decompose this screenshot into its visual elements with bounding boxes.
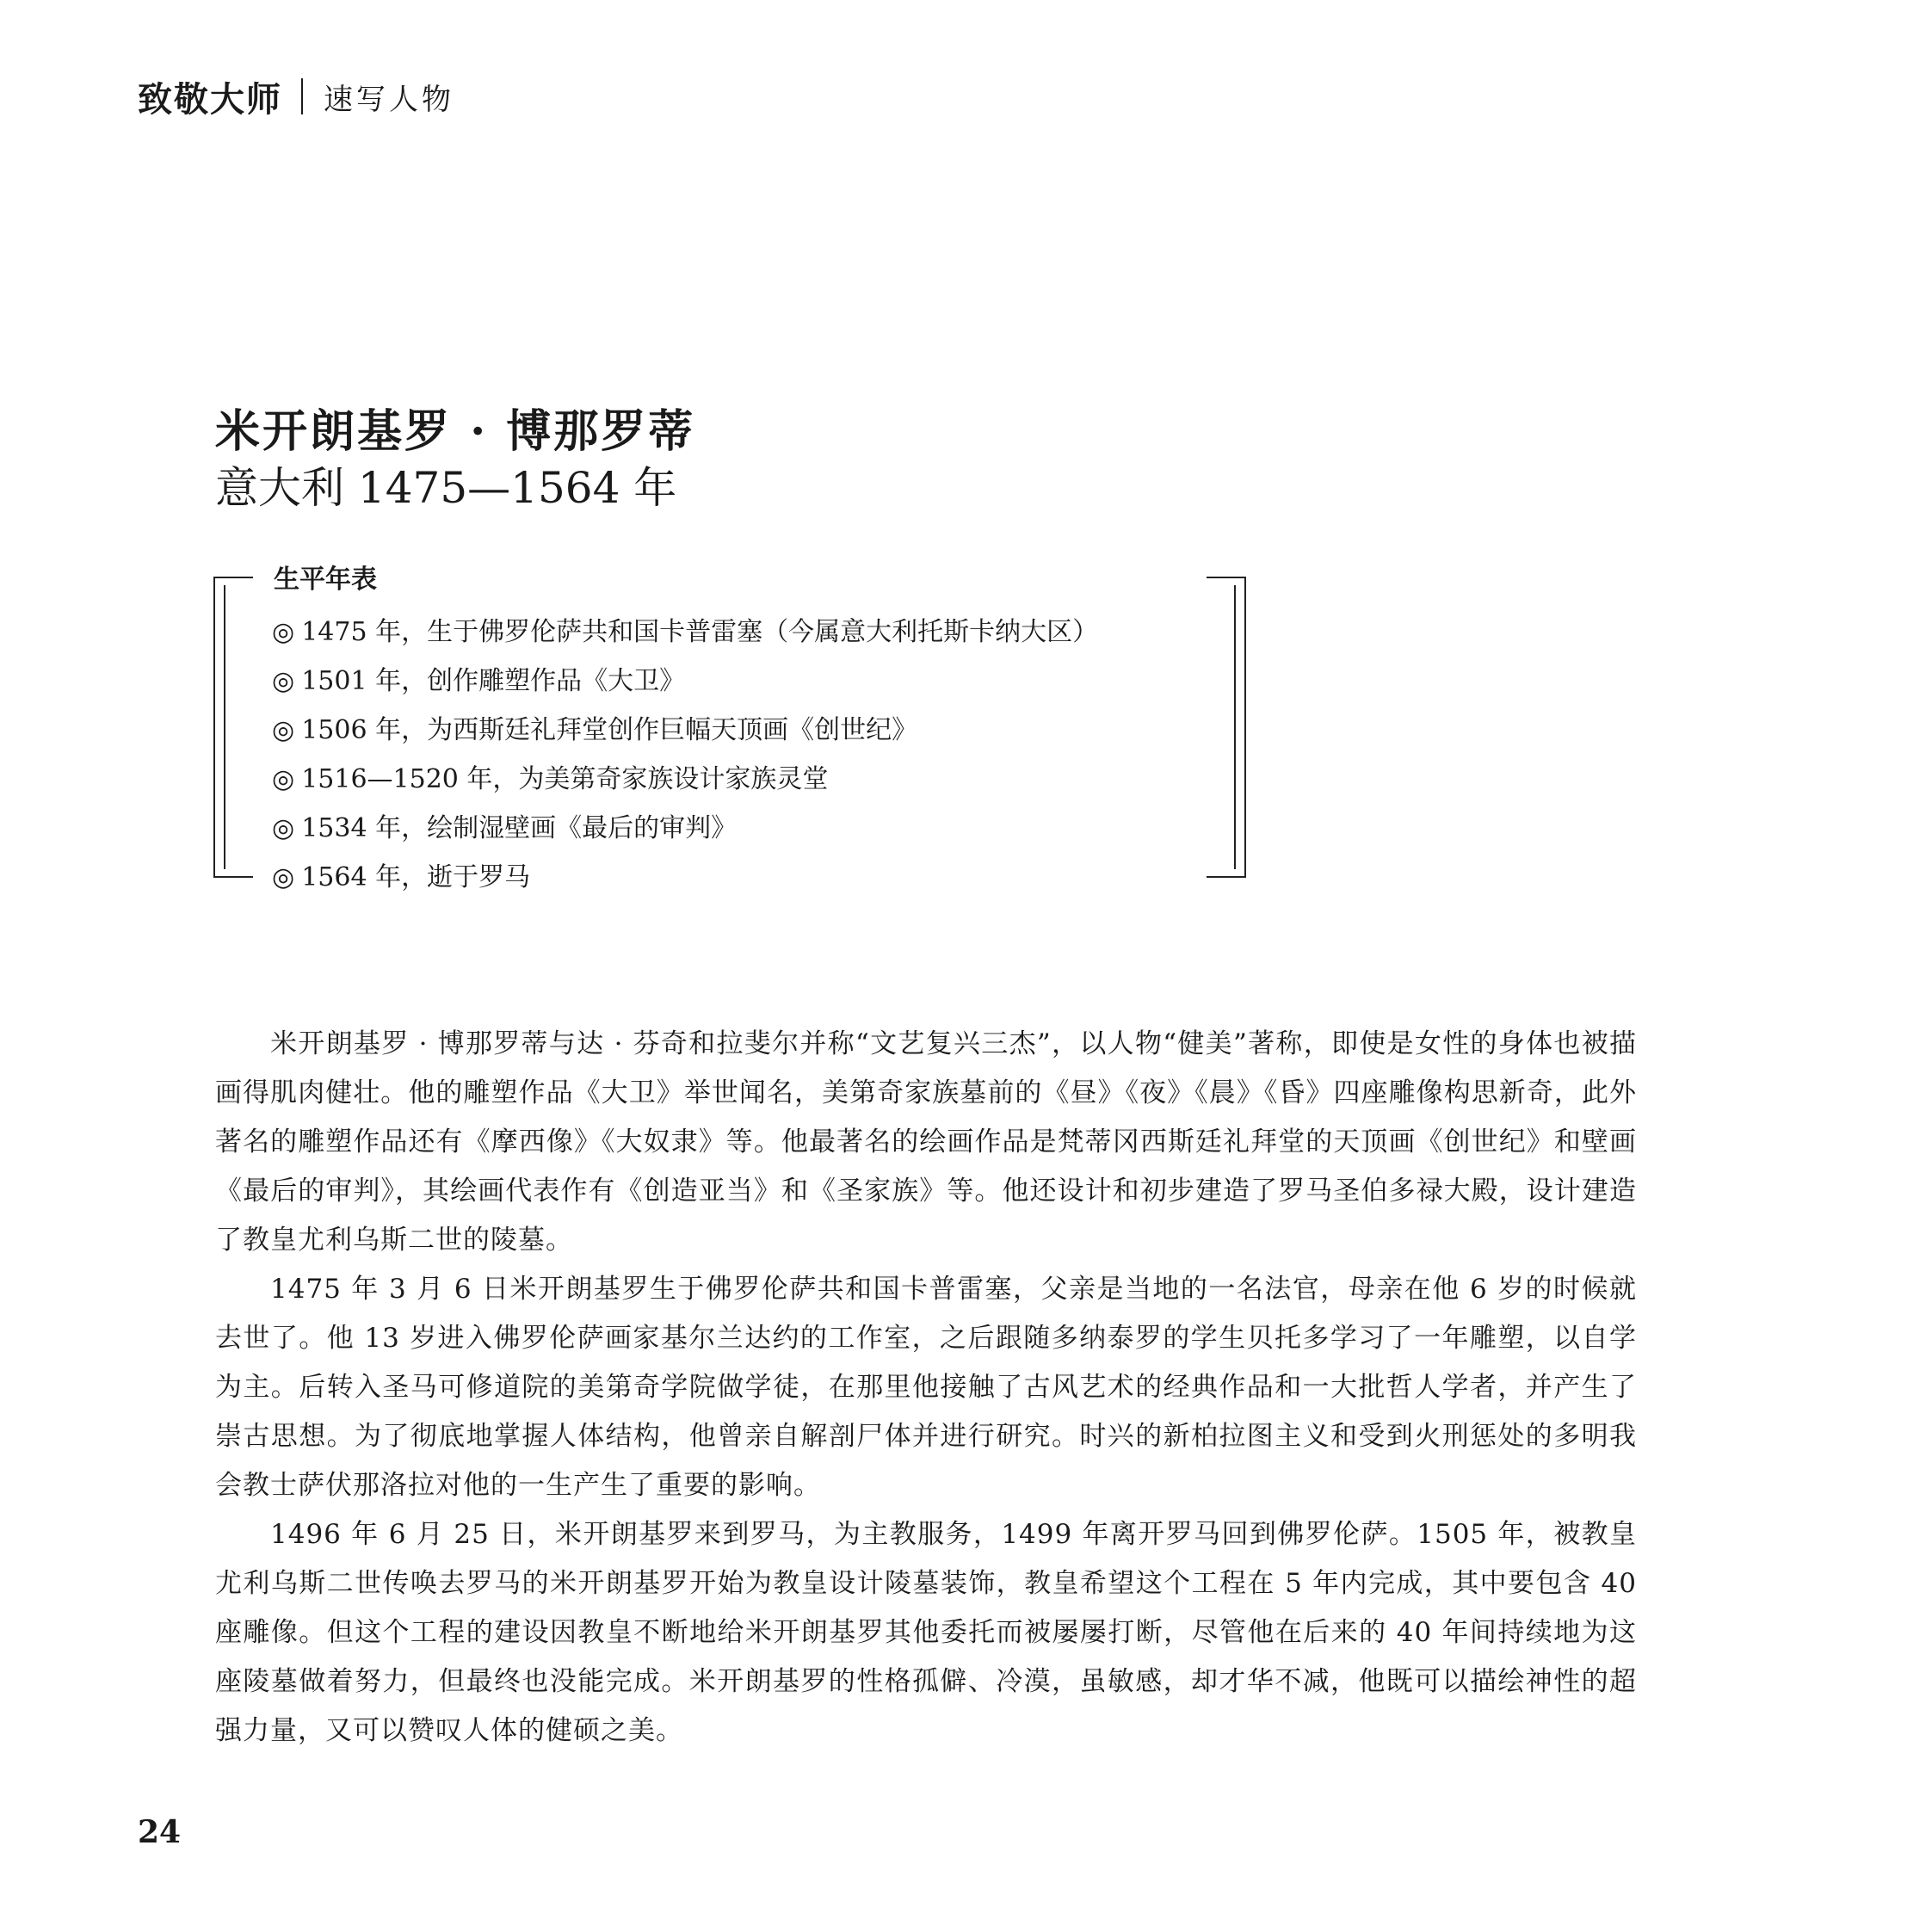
timeline-item-text: 1501 年，创作雕塑作品《大卫》 [301,666,686,696]
bullet-mark: ◎ [272,715,295,745]
running-header [138,71,454,122]
bullet-mark: ◎ [272,813,295,843]
series-subtitle: 速写人物 [324,82,454,117]
timeline-item [272,657,1098,706]
series-title: 致敬大师 [138,79,282,120]
body-paragraph: 米开朗基罗 · 博那罗蒂与达 · 芬奇和拉斐尔并称“文艺复兴三杰”，以人物“健美”著称，即使是女性的身体也被描画得肌肉健壮。他的雕塑作品《大卫》举世闻名，美第奇家族墓前的《昼》《夜》《晨》《昏》四座雕像构思新奇，此外著名的雕塑作品还有《摩西像》《大奴隶》等。他最著名的绘画作品是梵蒂冈西斯廷礼拜堂的天顶画《创世纪》和壁画《最后的审判》，其绘画代表作有《创造亚当》和《圣家族》等。他还设计和初步建造了罗马圣伯多禄大殿，设计建造了教皇尤利乌斯二世的陵墓。 [215,1028,1637,1256]
timeline-item-text: 1564 年，逝于罗马 [301,862,531,892]
timeline-item [272,804,1098,853]
artist-name: 米开朗基罗 · 博那罗蒂 [215,405,696,458]
timeline-item [272,853,1098,902]
bullet-mark: ◎ [272,617,295,647]
right-bracket [1203,577,1246,878]
page-number: 24 [138,1814,182,1850]
timeline-item [272,706,1098,755]
left-bracket [213,577,256,878]
bullet-mark: ◎ [272,862,295,892]
timeline-item [272,608,1098,657]
timeline-item [272,755,1098,804]
header-divider [301,78,303,114]
bullet-mark: ◎ [272,764,295,794]
timeline-heading: 生平年表 [274,565,377,595]
timeline-item-text: 1534 年，绘制湿壁画《最后的审判》 [301,813,738,843]
timeline-item-text: 1516—1520 年，为美第奇家族设计家族灵堂 [301,764,829,794]
artist-origin-dates: 意大利 1475—1564 年 [215,463,677,513]
timeline-item-text: 1506 年，为西斯廷礼拜堂创作巨幅天顶画《创世纪》 [301,715,918,745]
body-text [215,1020,1637,1756]
body-paragraph: 1496 年 6 月 25 日，米开朗基罗来到罗马，为主教服务，1499 年离开罗马回到佛罗伦萨。1505 年，被教皇尤利乌斯二世传唤去罗马的米开朗基罗开始为教皇设计陵墓装饰，教皇希望这个工程在 5 年内完成，其中要包含 40 座雕像。但这个工程的建设因教皇不断地给米开朗基罗其他委托而被屡屡打断，尽管他在后来的 40 年间持续地为这座陵墓做着努力，但最终也没能完成。米开朗基罗的性格孤僻、冷漠，虽敏感，却才华不减，他既可以描绘神性的超强力量，又可以赞叹人体的健硕之美。 [215,1519,1637,1746]
bullet-mark: ◎ [272,666,295,696]
timeline-item-text: 1475 年，生于佛罗伦萨共和国卡普雷塞（今属意大利托斯卡纳大区） [301,617,1099,647]
body-paragraph: 1475 年 3 月 6 日米开朗基罗生于佛罗伦萨共和国卡普雷塞，父亲是当地的一名法官，母亲在他 6 岁的时候就去世了。他 13 岁进入佛罗伦萨画家基尔兰达约的工作室，之后跟随多纳泰罗的学生贝托多学习了一年雕塑，以自学为主。后转入圣马可修道院的美第奇学院做学徒，在那里他接触了古风艺术的经典作品和一大批哲人学者，并产生了崇古思想。为了彻底地掌握人体结构，他曾亲自解剖尸体并进行研究。时兴的新柏拉图主义和受到火刑惩处的多明我会教士萨伏那洛拉对他的一生产生了重要的影响。 [215,1274,1637,1501]
timeline-list [272,608,1098,902]
